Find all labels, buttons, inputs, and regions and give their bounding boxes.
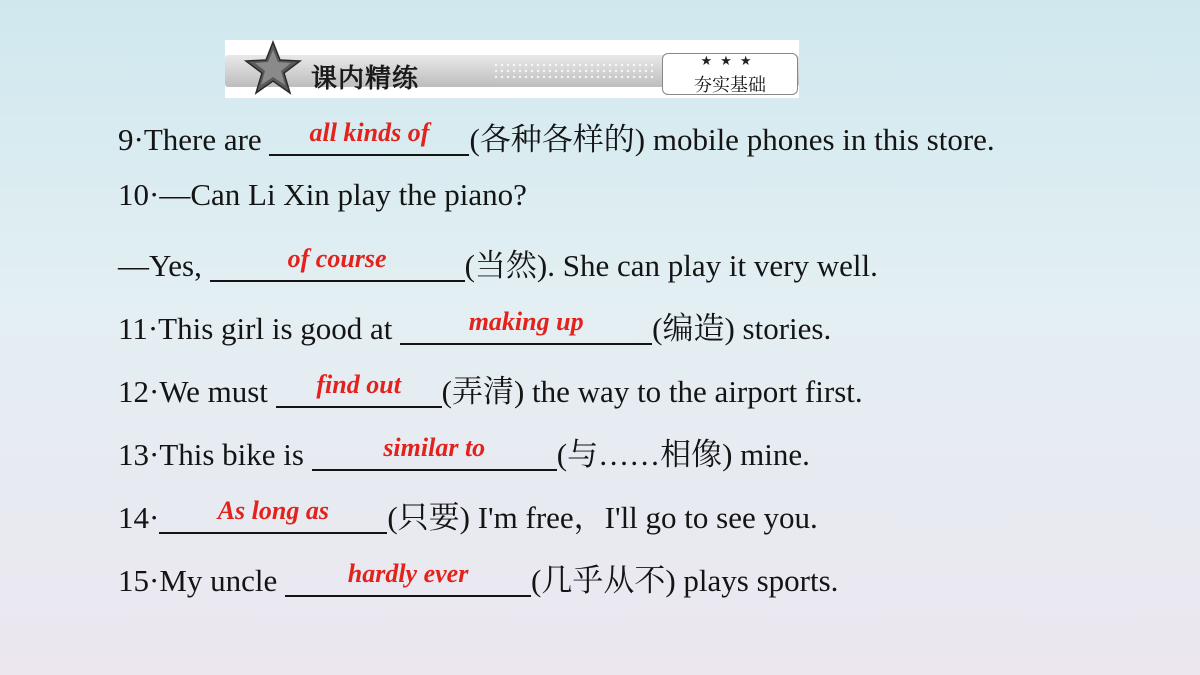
answer-text: of course — [287, 244, 387, 273]
question-9 — [118, 114, 995, 159]
answer-text: similar to — [383, 433, 486, 462]
question-text: 12·We must — [118, 374, 276, 409]
question-15 — [118, 555, 838, 600]
question-text: 13·This bike is — [118, 437, 312, 472]
section-banner — [225, 40, 799, 98]
question-text: (只要) I'm free，I'll go to see you. — [387, 500, 818, 535]
question-12 — [118, 366, 863, 411]
answer-blank — [285, 559, 531, 599]
banner-subtitle: 夯实基础 — [694, 75, 766, 96]
question-text: (各种各样的) mobile phones in this store. — [469, 122, 995, 157]
question-text: 15·My uncle — [118, 563, 286, 598]
question-text: 9·There are — [118, 122, 270, 157]
answer-text: hardly ever — [347, 559, 469, 588]
difficulty-stars: ★★★ — [700, 54, 760, 69]
question-text: —Yes, — [118, 248, 210, 283]
answer-text: find out — [316, 370, 401, 399]
question-10 — [118, 177, 527, 213]
question-text: 14· — [118, 500, 160, 535]
answer-blank — [276, 370, 442, 410]
question-text: (当然). She can play it very well. — [464, 248, 878, 283]
star-icon — [243, 40, 303, 96]
answer-blank — [159, 496, 387, 536]
question-14 — [118, 492, 818, 537]
answer-text: As long as — [217, 496, 329, 525]
banner-title: 课内精练 — [311, 64, 420, 94]
answer-blank — [210, 244, 465, 284]
question-text: (几乎从不) plays sports. — [531, 563, 839, 598]
answer-text: all kinds of — [309, 118, 430, 147]
difficulty-box — [662, 53, 798, 95]
question-text: 10·—Can Li Xin play the piano? — [118, 177, 527, 212]
answer-blank — [269, 118, 469, 158]
question-text: (弄清) the way to the airport first. — [441, 374, 863, 409]
answer-blank — [400, 307, 652, 347]
answer-text: making up — [468, 307, 584, 336]
question-text: (与……相像) mine. — [556, 437, 810, 472]
banner-dot-pattern — [493, 62, 653, 82]
question-10-reply — [118, 240, 878, 285]
question-11 — [118, 303, 831, 348]
question-text: (编造) stories. — [652, 311, 832, 346]
question-13 — [118, 429, 810, 474]
answer-blank — [312, 433, 557, 473]
question-text: 11·This girl is good at — [118, 311, 401, 346]
